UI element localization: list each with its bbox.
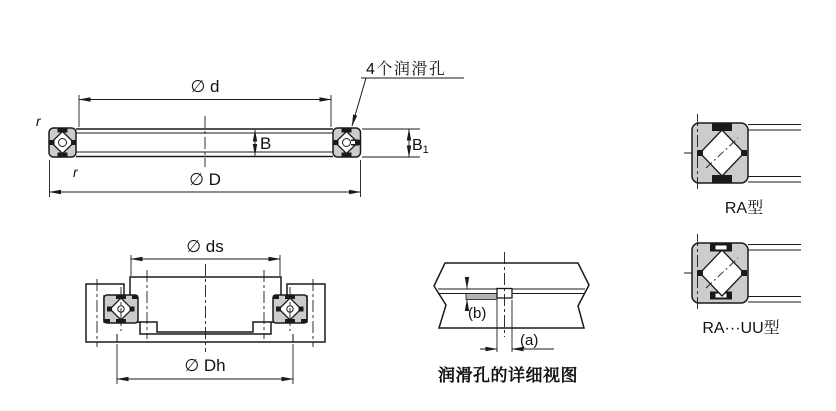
dim-label-d: ∅ d xyxy=(190,77,220,96)
roller-circle xyxy=(343,139,351,147)
bearing-block-right xyxy=(333,128,361,157)
mounting-section-view xyxy=(86,237,325,384)
detail-caption: 润滑孔的详细视图 xyxy=(438,366,578,385)
dim-label-B: B xyxy=(260,134,272,153)
ra-uu-type-symbol xyxy=(684,234,801,337)
ra-type-symbol xyxy=(684,114,801,217)
spacer-mark xyxy=(71,140,76,145)
spacer-mark xyxy=(741,270,747,276)
spacer-mark xyxy=(276,307,281,312)
leader-line xyxy=(352,78,366,126)
dim-label-Dh: ∅ Dh xyxy=(184,356,226,375)
spacer-mark xyxy=(130,307,135,312)
clamp-mark xyxy=(273,295,279,299)
spacer-mark xyxy=(741,150,747,156)
label-r-bottom: r xyxy=(73,164,78,180)
dim-label-a: (a) xyxy=(520,332,539,349)
label-r-top: r xyxy=(36,113,41,129)
dim-width-B1 xyxy=(362,129,429,157)
clamp-mark xyxy=(301,319,307,323)
spacer-mark xyxy=(50,140,55,145)
lube-hole-detail-view xyxy=(434,252,589,385)
bearing-block-left xyxy=(49,128,76,157)
dim-label-B1-base: B xyxy=(412,137,423,154)
ra-uu-type-label: RA···UU型 xyxy=(702,320,780,337)
dim-label-D: ∅ D xyxy=(189,170,221,189)
dim-label-B1 xyxy=(412,137,429,156)
clamp-mark xyxy=(132,295,138,299)
seal-slot xyxy=(716,246,727,250)
lube-holes-callout xyxy=(352,60,464,126)
spacer-mark xyxy=(107,307,112,312)
spacer-mark xyxy=(334,140,339,145)
dim-label-b: (b) xyxy=(468,305,487,322)
front-section-view xyxy=(36,60,464,197)
spacer-mark xyxy=(697,150,703,156)
dim-housing-diameter xyxy=(117,344,293,384)
spacer-mark xyxy=(299,307,304,312)
roller-circle xyxy=(59,139,67,147)
dim-label-ds: ∅ ds xyxy=(186,237,224,256)
spacer-mark xyxy=(697,270,703,276)
ra-type-label: RA型 xyxy=(724,200,764,217)
dim-label-B1-sub: 1 xyxy=(422,144,429,156)
lube-groove xyxy=(466,294,497,300)
clamp-mark xyxy=(104,319,110,323)
lube-holes-note: 4个润滑孔 xyxy=(366,61,447,78)
